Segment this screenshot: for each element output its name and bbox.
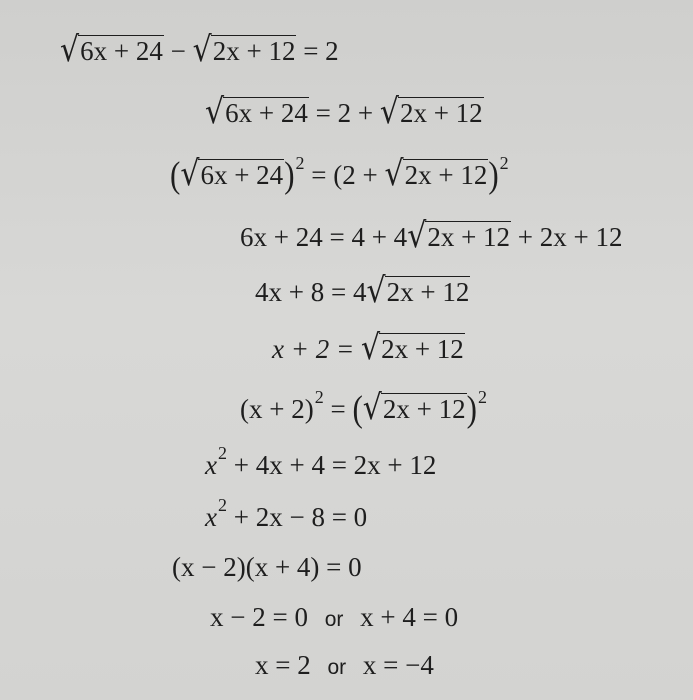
equation-line-12 [255,648,434,682]
equation-text: x − 2 = 0 [210,602,308,632]
close-paren: ) [466,387,477,430]
exponent: 2 [477,387,487,407]
equation-rhs: = 2 [303,36,339,66]
radical: √6x + 24 [60,29,163,71]
equation-text: 6x + 24 = 4 + 4 [240,222,408,252]
radicand: 6x + 24 [225,98,308,128]
variable-x: x [205,450,217,480]
equation-text: x = 2 [255,650,311,680]
equation-line-9 [205,495,368,534]
minus-sign: − [170,36,193,66]
equation-line-2 [205,91,484,132]
equation-text: + 4x + 4 = 2x + 12 [233,450,437,480]
equation-text: 4x + 8 = 4 [255,277,367,307]
exponent: 2 [217,495,227,515]
radical: √2x + 12 [379,91,483,132]
equation-line-7 [240,387,487,430]
radical: √6x + 24 [205,91,308,132]
radical: √2x + 12 [360,327,464,368]
radical: √2x + 12 [366,270,470,311]
radical: √2x + 12 [384,153,488,194]
equation-text: = (2 + [311,160,378,190]
open-paren: ( [170,153,181,196]
radicand: 2x + 12 [382,394,466,424]
radical: √2x + 12 [407,215,511,256]
equation-text: x + 4 = 0 [360,602,459,632]
close-paren: ) [284,153,295,196]
equation-line-3 [170,153,509,196]
equals-sign: = [330,394,346,424]
radicand: 6x + 24 [200,160,284,190]
radicand: 2x + 12 [212,36,296,66]
open-paren: ( [352,387,363,430]
equation-text: + 2x − 8 = 0 [233,502,368,532]
radicand: 2x + 12 [399,98,483,128]
exponent: 2 [499,153,509,173]
equation-line-1 [60,29,339,71]
radicand: 2x + 12 [427,222,511,252]
or-label: or [324,608,344,631]
radical: √6x + 24 [180,153,284,194]
radicand: 2x + 12 [386,277,470,307]
equation-text: = 2 + [315,98,374,128]
radicand: 2x + 12 [404,160,488,190]
equation-line-8 [205,443,437,482]
close-paren: ) [488,153,499,196]
equation-text: (x − 2)(x + 4) = 0 [172,552,362,582]
equation-line-10 [172,550,362,584]
equation-line-5 [255,270,470,311]
equation-line-4 [240,215,623,256]
radical: √2x + 12 [192,29,296,71]
equation-text: x = −4 [362,650,434,680]
variable-x: x [205,502,217,532]
equation-line-11 [210,600,458,634]
exponent: 2 [295,153,305,173]
radical: √2x + 12 [362,387,466,428]
equation-text: (x + 2) [240,394,314,424]
equation-text: + 2x + 12 [517,222,623,252]
exponent: 2 [314,387,324,407]
exponent: 2 [217,443,227,463]
radicand: 6x + 24 [80,36,163,66]
equation-text: x + 2 = [272,334,355,364]
radicand: 2x + 12 [381,334,464,364]
equation-line-6 [272,327,465,368]
or-label: or [327,656,347,679]
